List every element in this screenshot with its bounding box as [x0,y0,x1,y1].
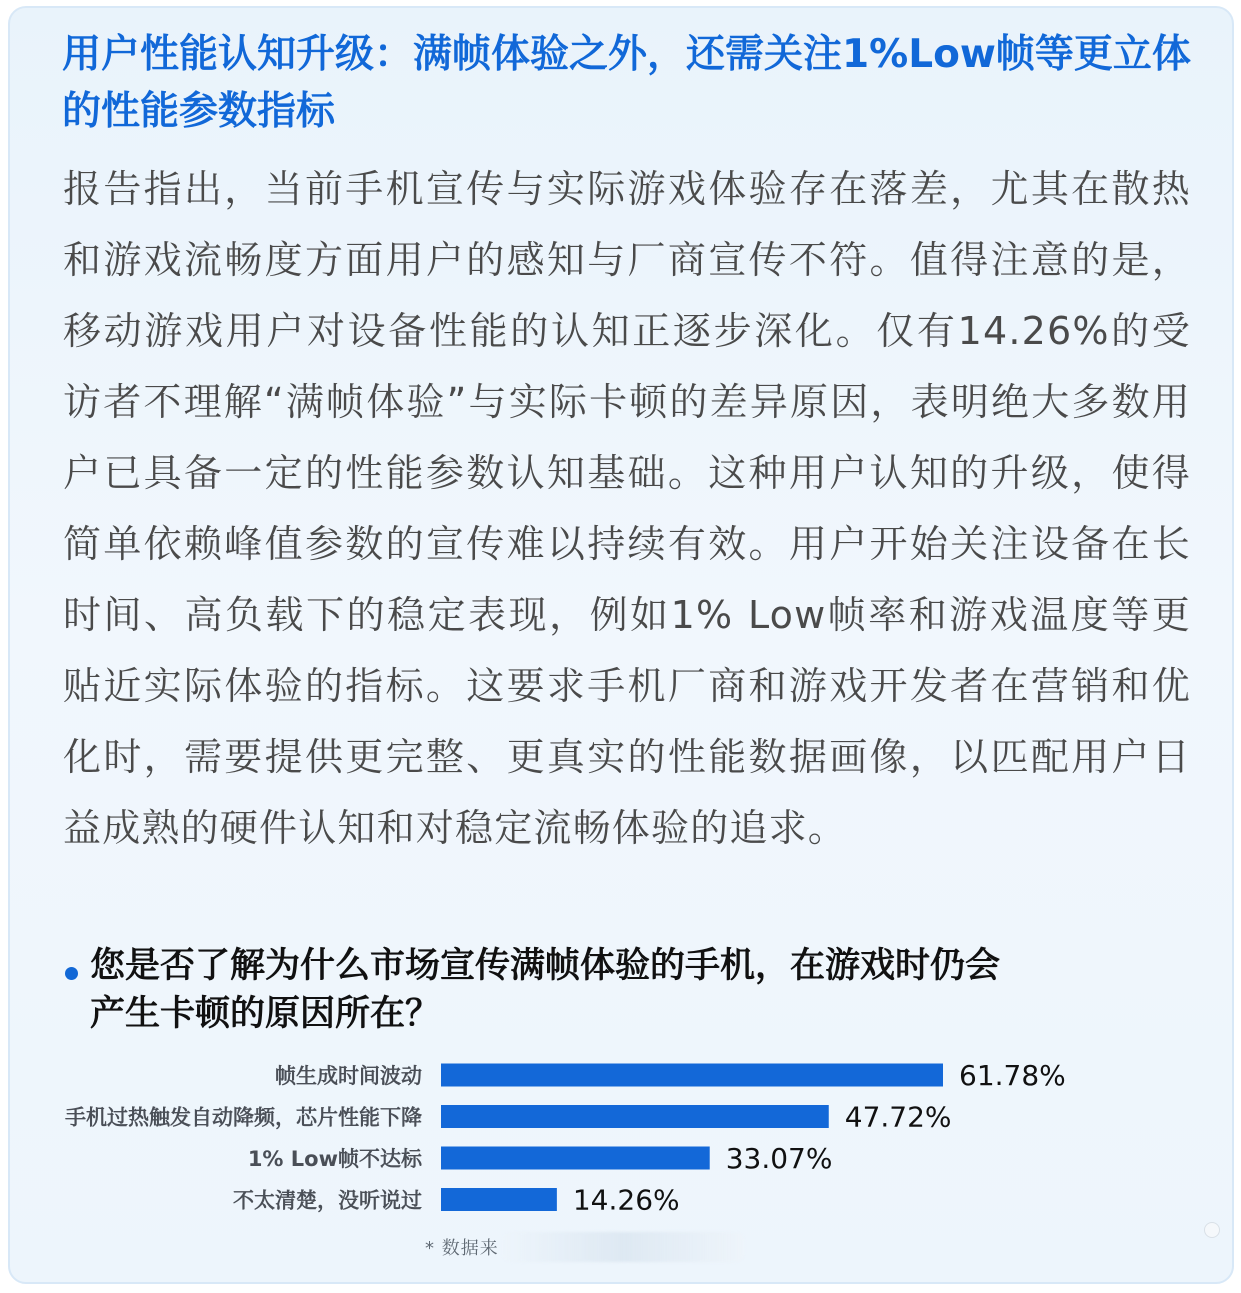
category-label: 1% Low帧不达标 [247,1147,422,1171]
blurred-watermark [502,1232,744,1262]
survey-bar-chart [10,1053,1234,1223]
bullet-dot-icon [65,967,78,980]
bar [441,1147,710,1170]
bar [441,1105,829,1128]
value-label: 14.26% [572,1183,680,1217]
value-label: 33.07% [725,1142,833,1175]
bar [441,1188,557,1211]
value-label: 47.72% [844,1100,952,1134]
content-card [8,6,1234,1284]
data-source-note: * 数据来 [425,1238,499,1259]
survey-question-text: 您是否了解为什么市场宣传满帧体验的手机，在游戏时仍会产生卡顿的原因所在？ [90,946,1001,1034]
corner-handle-icon [1204,1222,1220,1238]
bar [441,1064,943,1087]
value-label: 61.78% [959,1059,1066,1092]
page-title: 用户性能认知升级：满帧体验之外，还需关注1%Low帧等更立体的性能参数指标 [62,32,1191,134]
article-body: 报告指出，当前手机宣传与实际游戏体验存在落差，尤其在散热和游戏流畅度方面用户的感知与厂商宣传不符。值得注意的是，移动游戏用户对设备性能的认知正逐步深化。仅有14.26%的受访者不理解“满帧体验”与实际卡顿的差异原因，表明绝大多数用户已具备一定的性能参数认知基础。这种用户认知的升级，使得简单依赖峰值参数的宣传难以持续有效。用户开始关注设备在长时间、高负载下的稳定表现，例如1% Low帧率和游戏温度等更贴近实际体验的指标。这要求手机厂商和游戏开发者在营销和优化时，需要提供更完整、更真实的性能数据画像，以匹配用户日益成熟的硬件认知和对稳定流畅体验的追求。 [63,167,1191,850]
category-label: 不太清楚，没听说过 [233,1188,422,1213]
category-label: 帧生成时间波动 [275,1064,422,1088]
category-label: 手机过热触发自动降频，芯片性能下降 [65,1105,422,1130]
